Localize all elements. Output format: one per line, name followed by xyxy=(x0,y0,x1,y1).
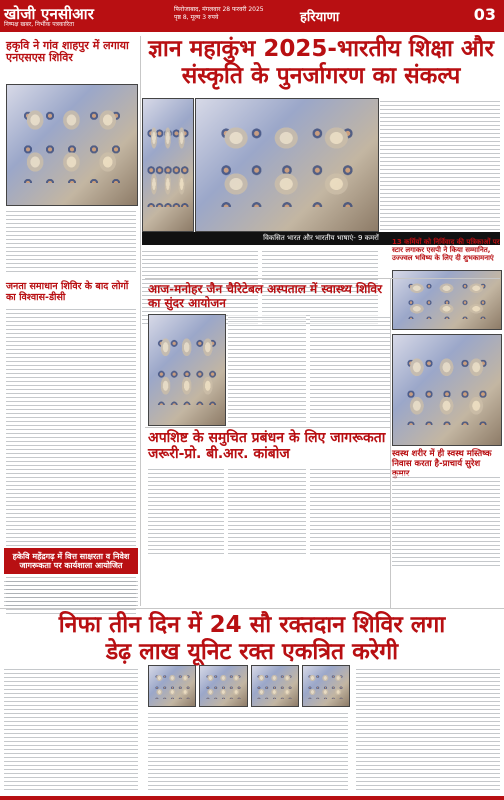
bottom-headline xyxy=(0,612,504,666)
sp-honor-headline: 13 कर्मियों को निर्विवाद की पत्रिकाओं पर स्टार लगाकर एसपी ने किया सम्मानित, उज्ज्वल भविष्य के लिए दी शुभकामनाएं xyxy=(392,238,500,262)
section-name: हरियाणा xyxy=(300,10,340,25)
finance-workshop-headline: हकेवि महेंद्रगढ़ में वित्त साक्षरता व निवेश जागरूकता पर कार्यशाला आयोजित xyxy=(12,552,130,570)
charity-text-2 xyxy=(310,314,390,424)
blood-donation-photo-2 xyxy=(199,665,247,707)
blood-donation-photo-1 xyxy=(148,665,196,707)
dateline xyxy=(174,6,292,21)
sp-honor-photo xyxy=(392,270,502,330)
bottom-headline-line-1: निफा तीन दिन में 24 सौ रक्तदान शिविर लगा xyxy=(58,612,446,638)
brand-tagline: निष्पक्ष खबर, निर्भीक पत्रकारिता xyxy=(4,21,75,28)
finance-workshop-text xyxy=(4,578,138,608)
main-story-text xyxy=(380,98,500,230)
blood-donation-photo-4 xyxy=(302,665,350,707)
blood-donation-text-left xyxy=(4,666,138,792)
charity-text-1 xyxy=(228,314,306,424)
main-photo-center xyxy=(195,98,379,232)
brand-name: खोजी एनसीआर xyxy=(4,5,95,23)
left-headline-2: जनता समाधान शिविर के बाद लोगों का विश्वास-डीसी xyxy=(6,281,129,303)
health-headline: स्वस्थ शरीर में ही स्वस्थ मस्तिष्क निवास करता है-प्राचार्य सुरेश xyxy=(392,449,492,469)
left-photo-1 xyxy=(6,84,138,206)
row-divider-3 xyxy=(0,608,504,609)
column-divider-1 xyxy=(140,36,141,606)
photo-caption: विकसित भारत और भारतीय भाषाएं- 9 कमरों xyxy=(142,232,500,245)
sports-photo xyxy=(392,334,502,446)
main-headline-line-1: ज्ञान महाकुंभ 2025-भारतीय शिक्षा और xyxy=(148,36,494,62)
waste-text-2 xyxy=(228,466,306,554)
charity-hospital-headline: आज-मनोहर जैन चैरिटेबल अस्पताल में स्वास्थ्य शिविर का सुंदर आयोजन xyxy=(148,282,383,310)
health-text xyxy=(392,474,500,566)
row-divider-2 xyxy=(145,427,390,428)
waste-text-3 xyxy=(310,466,390,554)
main-photo-left xyxy=(142,98,194,232)
charity-photo xyxy=(148,314,226,426)
blood-donation-text-center xyxy=(148,710,348,792)
waste-text-1 xyxy=(148,466,224,554)
masthead xyxy=(0,0,504,32)
footer-accent-line xyxy=(0,796,504,800)
left-text-block-1 xyxy=(6,208,136,272)
left-headline-1: हकृवि ने गांव शाहपुर में लगाया एनएसएस शिविर xyxy=(6,39,129,64)
main-headline xyxy=(142,36,500,96)
main-headline-line-2: संस्कृति के पुनर्जागरण का संकल्प xyxy=(181,63,461,89)
date-text: फिरोजाबाद, मंगलवार 28 फरवरी 2025 xyxy=(174,6,264,13)
blood-donation-photo-3 xyxy=(251,665,299,707)
page-number: 03 xyxy=(473,5,496,24)
blood-donation-text-right xyxy=(356,666,500,792)
left-column xyxy=(4,36,138,541)
column-divider-2 xyxy=(390,278,391,608)
price-text: पृष्ठ 8, मूल्य 3 रुपये xyxy=(174,13,219,21)
waste-management-headline: अपशिष्ट के समुचित प्रबंधन के लिए जागरूकता जरूरी-प्रो. बी.आर. कांबोज xyxy=(148,430,386,462)
bottom-headline-line-2: डेढ़ लाख यूनिट रक्त एकत्रित करेगी xyxy=(105,639,399,665)
row-divider-1 xyxy=(145,278,500,279)
blood-donation-photos xyxy=(148,665,350,705)
finance-workshop-banner xyxy=(4,548,138,574)
